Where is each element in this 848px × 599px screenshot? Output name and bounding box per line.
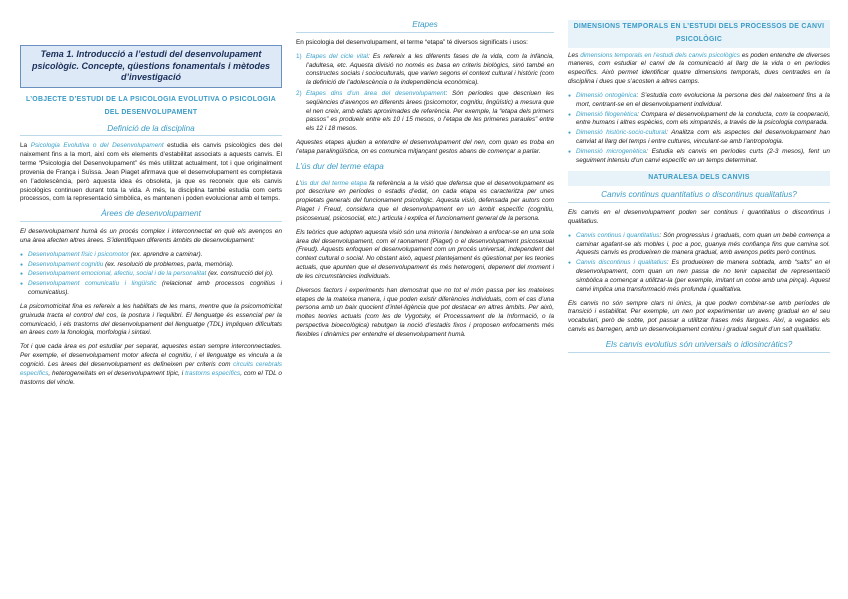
paragraph-interconnection: Tot i que cada àrea es pot estudiar per separat, aquestes estan sempre interconnectades. Per exemple, el desenvolupament motor afecta el cognitiu, i el llenguatge es vincula a la cognició. Les àrees del desenvolupament es defineixen per criteris com circuits cerebrals específics, heterogeneïtats en el desenvolupament típic, i trastorns específics, com el TDL o trastorns del vincle. xyxy=(20,343,282,386)
term-link: dimensions temporals en l’estudi dels canvis psicològics xyxy=(580,51,740,59)
list-item: ● Dimensió ontogènica: S’estudia com evoluciona la persona des del naixement fins a la mort, centrant-se en el desenvolupament individual. xyxy=(568,92,830,110)
section-heading-dimensions: DIMENSIONS TEMPORALS EN L’ESTUDI DELS PROCESSOS DE CANVI PSICOLÒGIC xyxy=(568,20,830,48)
term-link: Psicologia Evolutiva o del Desenvolupament xyxy=(30,142,164,150)
subheading-universal: Els canvis evolutius són universals o idiosincràtics? xyxy=(568,340,830,353)
term-link: trastorns específics xyxy=(185,369,241,377)
column-middle xyxy=(296,0,554,599)
section-heading-nature: NATURALESA DELS CANVIS xyxy=(568,171,830,186)
subheading-areas: Àrees de desenvolupament xyxy=(20,209,282,222)
areas-list xyxy=(20,251,282,298)
subheading-stages: Etapes xyxy=(296,20,554,33)
paragraph-nature-intro: Els canvis en el desenvolupament poden ser continus i quantitatius o discontinus i qualitatius. xyxy=(568,209,830,225)
changes-list xyxy=(568,232,830,295)
column-left xyxy=(20,0,282,599)
term-link: circuits cerebrals específics xyxy=(20,360,282,377)
list-item: ● Desenvolupament cognitiu (ex. resolució de problemes, parla, memòria). xyxy=(20,261,282,270)
paragraph-factors: Diversos factors i experiments han demostrat que no tot el món passa per les mateixes etapes de la mateixa manera, i que poden existir diferències individuals, com el cas d’una persona amb un baix quocient d’intel·ligència que pot destacar en altres àmbits. Per això, moltes teories actuals (com les de Vygotsky, el Processament de la Informació, o la perspectiva bioecològica) rebutgen la noció d’estadis fixos i proposen enfocaments més flexibles i dinàmics per entendre el desenvolupament humà. xyxy=(296,286,554,338)
term-link: ús dur del terme etapa xyxy=(300,179,367,187)
section-heading-object: L’OBJECTE D’ESTUDI DE LA PSICOLOGIA EVOLUTIVA O PSICOLOGIA DEL DESENVOLUPAMENT xyxy=(25,96,277,116)
dimensions-list xyxy=(568,92,830,166)
list-item: ● Dimensió microgenètica: Estudia els canvis en períodes curts (2-3 mesos), fent un seguiment intensiu d’un canvi específic en un temps determinat. xyxy=(568,148,830,166)
document-title: Tema 1. Introducció a l’estudi del desenvolupament psicològic. Concepte, qüestions fonamentals i mètodes d’investigació xyxy=(20,45,282,88)
paragraph-theorists: Els teòrics que adopten aquesta visió són una minoria i tendeixen a enfocar-se en una sola àrea del desenvolupament, com el raonament (Piaget) o el desenvolupament psicosexual (Freud). Aquests enfoquen el desenvolupament com un procés universal, independent del context cultural o social. No obstant això, aquest plantejament és qüestionat per les teories actuals, que apunten que el desenvolupament és més heterogeni, depenent del moment i de les circumstàncies individuals. xyxy=(296,228,554,280)
column-right xyxy=(568,0,830,599)
subheading-hard-use: L’ús dur del terme etapa xyxy=(296,161,384,171)
list-item: ● Desenvolupament físic i psicomotor (ex. aprendre a caminar). xyxy=(20,251,282,260)
list-item: ● Desenvolupament emocional, afectiu, social i de la personalitat (ex. construcció del jo). xyxy=(20,270,282,279)
list-item: 2) Etapes dins d’un àrea del desenvolupament: Són períodes que descriuen les seqüències d’avenços en diferents àrees (psicomotor, cognitiu, lingüístic) a mesura que el nen creix, amb edats aproximades de referència. Per exemple, la “etapa dels primers passos” es produeix entre els 10 i 15 mesos, o l’etapa de les primeres paraules” entre els 12 i 18 mesos. xyxy=(296,89,554,133)
paragraph-changes-mix: Els canvis no són sempre clars ni únics, ja que poden combinar-se amb períodes de transició i estabilitat. Per exemple, un nen pot experimentar un avenç gradual en el seu vocabulari, però de sobte, pot passar a utilitzar frases més llargues. Així, a vegades els canvis es barregen, amb un desenvolupament continu i gradual seguit d’un salt qualitatiu. xyxy=(568,299,830,334)
paragraph-stages-help: Aquestes etapes ajuden a entendre el desenvolupament del nen, com quan es troba en l’etapa paralingüística, on es comunica mitjançant gestos abans de començar a parlar. xyxy=(296,139,554,155)
list-item: ● Dimensió filogenètica: Compara el desenvolupament de la conducta, com la cooperació, entre humans i altres espècies, com els ximpanzés, a través de la psicologia comparada. xyxy=(568,111,830,129)
list-item: ● Canvis discontinus i qualitatius: Es produeixen de manera sobtada, amb “salts” en el desenvolupament, com quan un nen passa de no tenir capacitat de representació simbòlica a començar a utilitzar-la (per exemple, imitant un cotxe amb una pinça). Aquest canvi implica una transformació més profunda i qualitativa. xyxy=(568,259,830,294)
list-item: ● Canvis continus i quantitatius: Són progressius i graduals, com quan un bebè comença a caminar agafant-se als mobles i, poc a poc, guanya més confiança fins que camina sol. Aquests canvis es produeixen de manera gradual, amb avenços petits però continus. xyxy=(568,232,830,258)
paragraph-areas-intro: El desenvolupament humà és un procés complex i interconnectat en què els avenços en una àrea afecten altres àrees. S’identifiquen diferents àmbits de desenvolupament: xyxy=(20,228,282,244)
paragraph-definition: La Psicologia Evolutiva o del Desenvolupament estudia els canvis psicològics des del naixement fins a la mort, així com els elements d’estabilitat associats a aquests canvis. El terme “Psicologia del Desenvolupament” és més utilitzat actualment, tot i que originalment provenia de França i Suïssa. Jean Piaget afirmava que el desenvolupament es completava en l’adolescència, però aquesta idea és obsoleta, ja que es reconeix que els canvis psicològics continuen durant tota la vida. A més, la disciplina també estudia com certs processos, com la representació simbòlica, es mantenen i poden evolucionar amb el temps. xyxy=(20,142,282,203)
subheading-definition: Definició de la disciplina xyxy=(20,124,282,137)
paragraph-stages-intro: En psicologia del desenvolupament, el terme “etapa” té diversos significats i usos: xyxy=(296,38,528,46)
stages-list xyxy=(296,53,554,134)
list-item: ● Desenvolupament comunicatiu i lingüístic (relacionat amb processos cognitius i comunicatius). xyxy=(20,280,282,298)
subheading-continuous: Canvis continus quantitatius o discontinus qualitatius? xyxy=(568,190,830,203)
list-item: 1) Etapes del cicle vital: Es refereix a les diferents fases de la vida, com la infància, l’adultesa, etc. Aquesta divisió no només es basa en criteris biològics, sinó també en constructes socials i socioculturals, que varien segons el context cultural i històric (com la definició de l’adolescència o la independència econòmica). xyxy=(296,52,554,87)
paragraph-dimensions-intro: Les dimensions temporals en l’estudi dels canvis psicològics es poden entendre de diverses maneres, com estudiar el canvi de la comunicació al llarg de la vida o en períodes específics. Això permet identificar quatre dimensions temporals, dues centrades en la disciplina i dues que s’acosten a altres camps. xyxy=(568,51,830,86)
paragraph-psychomotor: La psicomotricitat fina es refereix a les habilitats de les mans, mentre que la psicomotricitat gruixuda tracta el control del cos, la postura i l’equilibri. El llenguatge és essencial per la comunicació, i els trastorns del desenvolupament del llenguatge (TDL) impliquen dificultats en àrees com la fonologia, morfologia i sintaxi. xyxy=(20,302,282,337)
paragraph-hard-use: L’ús dur del terme etapa fa referència a la visió que defensa que el desenvolupament es pot descriure en períodes o estadis d’edat, on cada etapa es caracteritza per unes propietats generals del funcionament psicològic. Aquesta visió, defensada per autors com Piaget i Freud, considera que el desenvolupament en un àmbit específic (cognitiu, psicosexual, psicosocial, etc.) articula i explica el funcionament general de la persona. xyxy=(296,179,554,222)
list-item: ● Dimensió històric-socio-cultural: Analitza com els aspectes del desenvolupament han canviat al llarg del temps i entre cultures, vinculant-se amb l’antropologia. xyxy=(568,129,830,147)
